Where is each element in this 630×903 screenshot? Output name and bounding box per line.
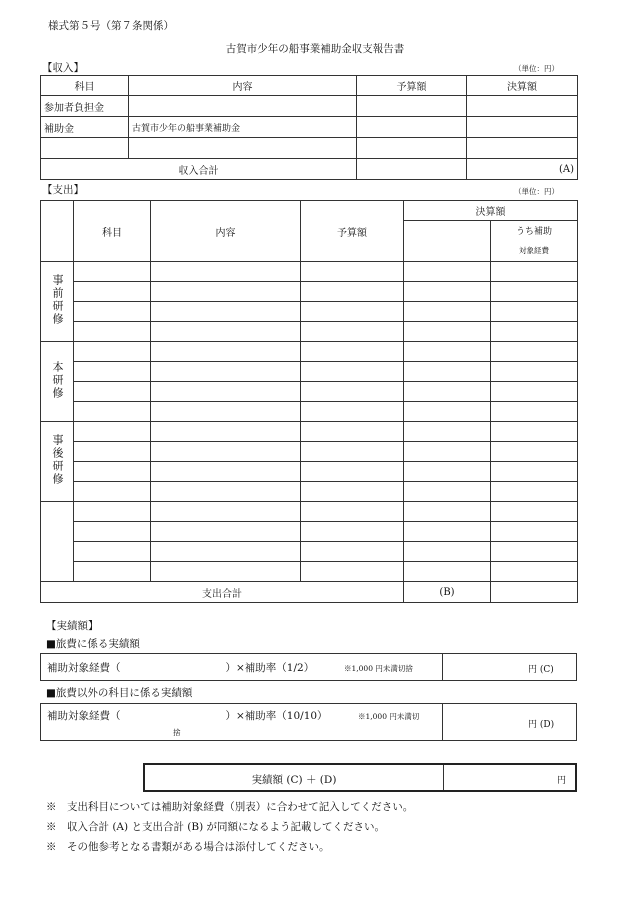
expense-content-cell[interactable] [151,482,301,502]
expense-budget-cell[interactable] [301,342,404,362]
expense-total-mark: (B) [404,582,491,603]
expense-budget-cell[interactable] [301,382,404,402]
expense-settlement-cell[interactable] [404,442,491,462]
income-content-cell [129,96,357,117]
table-row [41,342,578,362]
expense-subject-cell[interactable] [74,402,151,422]
expense-subject-cell[interactable] [74,422,151,442]
expense-subsidy-cell[interactable] [491,322,578,342]
travel-note: ※1,000 円未満切捨 [344,664,413,673]
income-subject-cell: 参加者負担金 [41,96,129,117]
expense-settlement-cell[interactable] [404,482,491,502]
table-row [41,402,578,422]
table-row [41,382,578,402]
table-row [41,282,578,302]
expense-subject-cell[interactable] [74,522,151,542]
expense-subject-cell[interactable] [74,462,151,482]
expense-group-label [41,262,74,342]
sum-box [143,763,577,792]
expense-subject-cell[interactable] [74,442,151,462]
income-unit: （単位：円） [514,64,559,73]
expense-budget-cell[interactable] [301,422,404,442]
expense-subsidy-cell[interactable] [491,302,578,322]
income-header-content: 内容 [129,76,357,96]
income-total-row [41,159,578,180]
other-title: ■旅費以外の科目に係る実績額 [46,687,193,699]
income-subject-cell: 補助金 [41,117,129,138]
expense-budget-cell[interactable] [301,522,404,542]
expense-subsidy-cell[interactable] [491,562,578,582]
expense-budget-cell[interactable] [301,562,404,582]
income-total-mark: (A) [467,159,578,180]
expense-settlement-cell[interactable] [404,282,491,302]
results-section-title: 【実績額】 [46,620,99,632]
expense-settlement-cell[interactable] [404,382,491,402]
expense-unit: （単位：円） [514,187,559,196]
expense-settlement-cell[interactable] [404,302,491,322]
expense-budget-cell[interactable] [301,542,404,562]
expense-budget-cell[interactable] [301,442,404,462]
expense-budget-cell[interactable] [301,402,404,422]
income-budget-cell[interactable] [357,138,467,159]
expense-budget-cell[interactable] [301,482,404,502]
income-settlement-cell[interactable] [467,96,578,117]
expense-group-text: 事後研修 [51,434,64,486]
expense-header-subsidy-1: うち補助 [491,221,578,241]
expense-total-label: 支出合計 [41,582,404,603]
expense-header-content: 内容 [151,201,301,262]
other-unit[interactable]: 円 (D) [528,720,555,730]
note-1: ※ 支出科目については補助対象経費（別表）に合わせて記入してください。 [46,801,414,813]
income-total-label: 収入合計 [41,159,357,180]
table-row [41,482,578,502]
table-row [41,138,578,159]
expense-budget-cell[interactable] [301,362,404,382]
expense-content-cell[interactable] [151,382,301,402]
table-row [41,442,578,462]
expense-group-label [41,422,74,502]
table-row [41,542,578,562]
expense-settlement-cell[interactable] [404,502,491,522]
expense-content-cell[interactable] [151,422,301,442]
note-3: ※ その他参考となる書類がある場合は添付してください。 [46,841,330,853]
table-row [41,422,578,442]
other-note-2: 捨 [173,728,181,737]
expense-subject-cell[interactable] [74,262,151,282]
page-title: 古賀市少年の船事業補助金収支報告書 [225,43,405,55]
table-row [41,462,578,482]
expense-settlement-cell[interactable] [404,322,491,342]
expense-subject-cell[interactable] [74,322,151,342]
income-total-budget[interactable] [357,159,467,180]
income-header-budget: 予算額 [357,76,467,96]
income-budget-cell[interactable] [357,117,467,138]
travel-formula: 補助対象経費（ ）×補助率（1/2） [47,662,315,674]
expense-settlement-cell[interactable] [404,422,491,442]
expense-budget-cell[interactable] [301,282,404,302]
expense-subsidy-cell[interactable] [491,462,578,482]
expense-header-settlement: 決算額 [404,201,578,221]
expense-content-cell[interactable] [151,362,301,382]
expense-subsidy-cell[interactable] [491,502,578,522]
expense-content-cell[interactable] [151,542,301,562]
table-row [41,96,578,117]
other-note: ※1,000 円未満切 [358,712,420,721]
travel-result-box [40,653,577,681]
expense-group-text: 本研修 [51,360,64,400]
table-row [41,522,578,542]
expense-subsidy-cell[interactable] [491,342,578,362]
expense-budget-cell[interactable] [301,462,404,482]
expense-content-cell[interactable] [151,442,301,462]
expense-settlement-cell[interactable] [404,342,491,362]
sum-unit[interactable]: 円 [557,776,567,786]
income-header-subject: 科目 [41,76,129,96]
expense-budget-cell[interactable] [301,322,404,342]
expense-subsidy-cell[interactable] [491,422,578,442]
expense-content-cell[interactable] [151,342,301,362]
travel-title: ■旅費に係る実績額 [46,638,140,650]
expense-subject-cell[interactable] [74,562,151,582]
table-row [41,502,578,522]
income-subject-cell [41,138,129,159]
expense-subsidy-cell[interactable] [491,402,578,422]
income-content-cell: 古賀市少年の船事業補助金 [129,117,357,138]
expense-table [40,200,578,603]
expense-subsidy-cell[interactable] [491,282,578,302]
expense-content-cell[interactable] [151,462,301,482]
expense-group-label [41,502,74,582]
table-row [41,322,578,342]
expense-subject-cell[interactable] [74,342,151,362]
expense-header-subject: 科目 [74,201,151,262]
expense-subsidy-cell[interactable] [491,522,578,542]
income-settlement-cell[interactable] [467,138,578,159]
form-number: 様式第５号（第７条関係） [48,20,174,32]
income-settlement-cell[interactable] [467,117,578,138]
expense-subsidy-cell[interactable] [491,442,578,462]
expense-subject-cell[interactable] [74,482,151,502]
expense-group-text: 事前研修 [51,274,64,326]
expense-subsidy-cell[interactable] [491,382,578,402]
other-formula: 補助対象経費（ ）×補助率（10/10） [47,710,328,722]
expense-content-cell[interactable] [151,302,301,322]
expense-header-subsidy-2: 対象経費 [491,241,578,262]
income-table [40,75,578,180]
table-row [41,362,578,382]
expense-budget-cell[interactable] [301,262,404,282]
expense-subject-cell[interactable] [74,282,151,302]
expense-group-label [41,342,74,422]
expense-settlement-cell[interactable] [404,402,491,422]
expense-content-cell[interactable] [151,522,301,542]
expense-budget-cell[interactable] [301,302,404,322]
note-2: ※ 収入合計 (A) と支出合計 (B) が同額になるよう記載してください。 [46,821,386,833]
expense-content-cell[interactable] [151,402,301,422]
expense-content-cell[interactable] [151,502,301,522]
sum-label: 実績額 (C) ＋ (D) [251,774,337,786]
expense-subject-cell[interactable] [74,302,151,322]
expense-settlement-cell[interactable] [404,542,491,562]
expense-subject-cell[interactable] [74,362,151,382]
expense-settlement-cell[interactable] [404,522,491,542]
expense-settlement-cell[interactable] [404,462,491,482]
expense-settlement-cell[interactable] [404,362,491,382]
expense-content-cell[interactable] [151,262,301,282]
expense-budget-cell[interactable] [301,502,404,522]
expense-settlement-cell[interactable] [404,262,491,282]
expense-content-cell[interactable] [151,322,301,342]
expense-subsidy-cell[interactable] [491,262,578,282]
income-content-cell [129,138,357,159]
expense-subject-cell[interactable] [74,542,151,562]
expense-subsidy-cell[interactable] [491,542,578,562]
expense-subsidy-cell[interactable] [491,362,578,382]
table-row [41,117,578,138]
income-section-title: 【収入】 [42,62,84,74]
income-header-settlement: 決算額 [467,76,578,96]
table-row [41,562,578,582]
expense-header-budget: 予算額 [301,201,404,262]
other-result-box [40,703,577,741]
income-budget-cell[interactable] [357,96,467,117]
expense-section-title: 【支出】 [42,184,84,196]
expense-total-row [41,582,578,603]
table-row [41,262,578,282]
expense-total-subsidy[interactable] [491,582,578,603]
table-row [41,302,578,322]
expense-subject-cell[interactable] [74,502,151,522]
expense-content-cell[interactable] [151,282,301,302]
expense-subject-cell[interactable] [74,382,151,402]
expense-subsidy-cell[interactable] [491,482,578,502]
expense-content-cell[interactable] [151,562,301,582]
expense-settlement-cell[interactable] [404,562,491,582]
travel-unit[interactable]: 円 (C) [528,665,554,675]
